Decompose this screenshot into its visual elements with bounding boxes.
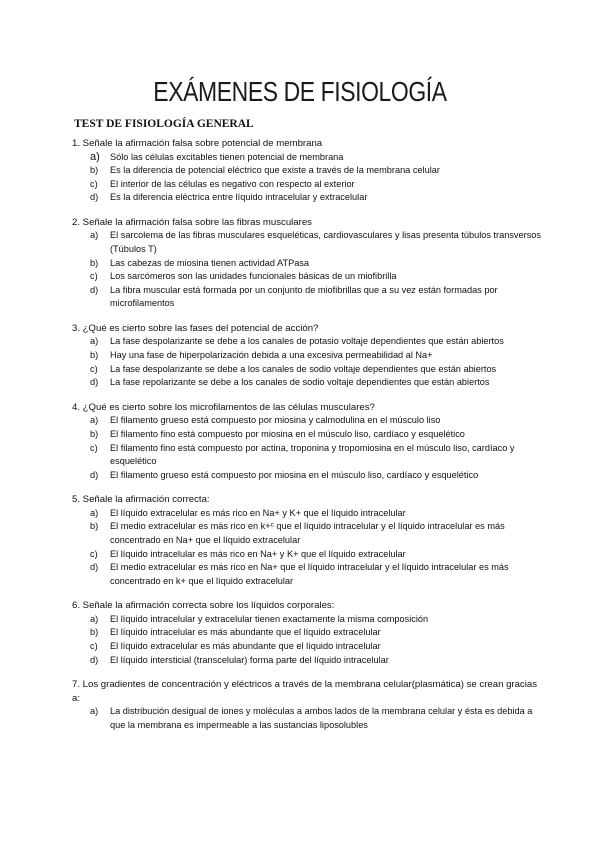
question-stem: 5. Señale la afirmación correcta: [72,494,210,506]
option-letter: d) [90,654,99,665]
option-text: El filamento fino está compuesto por miosina en el músculo liso, cardíaco y esquelético [110,428,465,439]
option-letter: d) [90,562,99,573]
option-letter: a) [90,336,99,347]
question-stem: 3. ¿Qué es cierto sobre las fases del potencial de acción? [72,322,319,334]
option-item [72,414,542,428]
option-letter: b) [90,257,99,268]
option-text: La fase despolarizante se debe a los canales de sodio voltaje dependientes que están abiertos [110,363,497,374]
question-stem: 4. ¿Qué es cierto sobre los microfilamentos de las células musculares? [72,401,375,413]
option-text: La fase repolarizante se debe a los canales de sodio voltaje dependientes que están abiertos [110,377,490,388]
option-text: Sólo las células excitables tienen potencial de membrana [110,151,344,162]
options-list [72,151,542,205]
option-text: La fibra muscular está formada por un conjunto de miofibrillas que a su vez están formadas por microfilamentos [110,284,498,309]
question-6 [72,599,542,667]
option-item [72,151,542,165]
option-text: Los sarcómeros son las unidades funcionales básicas de un miofibrilla [110,271,397,282]
option-letter: d) [90,469,99,480]
option-text: El sarcolema de las fibras musculares esqueléticas, cardiovasculares y lisas presenta túbulos transversos (Túbulos T) [110,230,541,254]
question-5 [72,493,542,588]
option-letter: c) [90,271,98,282]
option-item [72,640,542,654]
option-item [72,335,542,349]
question-stem: 1. Señale la afirmación falsa sobre potencial de membrana [72,138,323,149]
options-list [72,613,542,667]
question-4 [72,401,542,482]
option-item [72,270,542,284]
question-stem: 6. Señale la afirmación correcta sobre los líquidos corporales: [72,600,335,612]
options-list [72,229,542,311]
question-stem: 2. Señale la afirmación falsa sobre las fibras musculares [72,216,312,228]
option-letter: c) [90,641,98,652]
option-text: El líquido extracelular es más abundante que el líquido intracelular [110,641,381,652]
option-letter: a) [90,230,99,241]
option-letter: c) [90,363,98,374]
option-item [72,376,542,390]
option-item [72,613,542,627]
option-text: El líquido intracelular es más rico en Na+ y K+ que el líquido extracelular [110,548,406,559]
option-item [72,520,542,547]
option-text: El medio extracelular es más rico en Na+ que el líquido intracelular y el líquido intracelular es más concentrado en k+ que el líquido extracelular [110,562,509,586]
option-text: Las cabezas de miosina tienen actividad ATPasa [110,257,310,268]
options-list [72,705,542,732]
option-item [72,705,542,732]
option-item [72,626,542,640]
option-text: Hay una fase de hiperpolarización debida a una excesiva permeabilidad al Na+ [110,350,433,361]
option-letter: b) [90,165,99,176]
page-title: EXÁMENES DE FISIOLOGÍA [153,76,447,107]
option-item [72,349,542,363]
option-text: El líquido intersticial (transcelular) forma parte del líquido intracelular [110,654,389,665]
question-1 [72,137,542,205]
question-list [72,137,542,743]
option-letter: a) [90,706,99,717]
option-item [72,284,542,311]
option-item [72,548,542,562]
option-letter: b) [90,350,99,361]
question-2 [72,216,542,311]
option-text: Es la diferencia de potencial eléctrico que existe a través de la membrana celular [110,165,440,176]
option-text: El filamento fino está compuesto por actina, troponina y tropomiosina en el músculo liso, cardíaco y esquelético [110,442,515,467]
option-text: El filamento grueso está compuesto por miosina y calmodulina en el músculo liso [110,415,441,426]
option-letter: d) [90,192,99,203]
option-letter: d) [90,377,99,388]
option-item [72,654,542,668]
options-list [72,335,542,389]
option-item [72,442,542,469]
option-letter: a) [90,150,100,163]
option-item [72,164,542,178]
option-text: El líquido extracelular es más rico en Na+ y K+ que el líquido intracelular [110,507,406,518]
section-heading: TEST DE FISIOLOGÍA GENERAL [74,118,254,130]
option-letter: c) [90,548,98,559]
option-item [72,507,542,521]
option-text: Es la diferencia eléctrica entre líquido intracelular y extracelular [110,192,368,203]
option-text: El interior de las células es negativo con respecto al exterior [110,178,355,189]
option-letter: b) [90,521,99,532]
option-letter: a) [90,613,99,624]
option-letter: c) [90,442,98,453]
option-item [72,428,542,442]
option-item [72,469,542,483]
option-letter: c) [90,178,98,189]
option-item [72,257,542,271]
question-7 [72,678,542,732]
option-item [72,229,542,256]
option-text: La distribución desigual de iones y moléculas a ambos lados de la membrana celular y ésta es debida a que la membrana es impermeable a las sustancias liposolubles [110,706,533,730]
option-item [72,178,542,192]
option-letter: a) [90,507,99,518]
option-text: La fase despolarizante se debe a los canales de potasio voltaje dependientes que están abiertos [110,336,504,347]
question-3 [72,322,542,390]
option-text: El líquido intracelular es más abundante que el líquido extracelular [110,627,381,638]
option-text: El filamento grueso está compuesto por miosina en el músculo liso, cardíaco y esquelético [110,469,479,480]
option-item [72,363,542,377]
options-list [72,414,542,482]
option-letter: b) [90,428,99,439]
options-list [72,507,542,589]
option-text: El medio extracelular es más rico en k+ᶜ que el líquido intracelular y el líquido intracelular es más concentrado en Na+ que el líquido extracelular [110,521,505,545]
option-letter: b) [90,627,99,638]
option-item [72,561,542,588]
option-text: El líquido intracelular y extracelular tienen exactamente la misma composición [110,613,429,624]
option-letter: a) [90,415,99,426]
option-item [72,191,542,205]
option-letter: d) [90,284,99,295]
question-stem: 7. Los gradientes de concentración y eléctricos a través de la membrana celular(plasmática) se crean gracias a: [72,679,537,704]
